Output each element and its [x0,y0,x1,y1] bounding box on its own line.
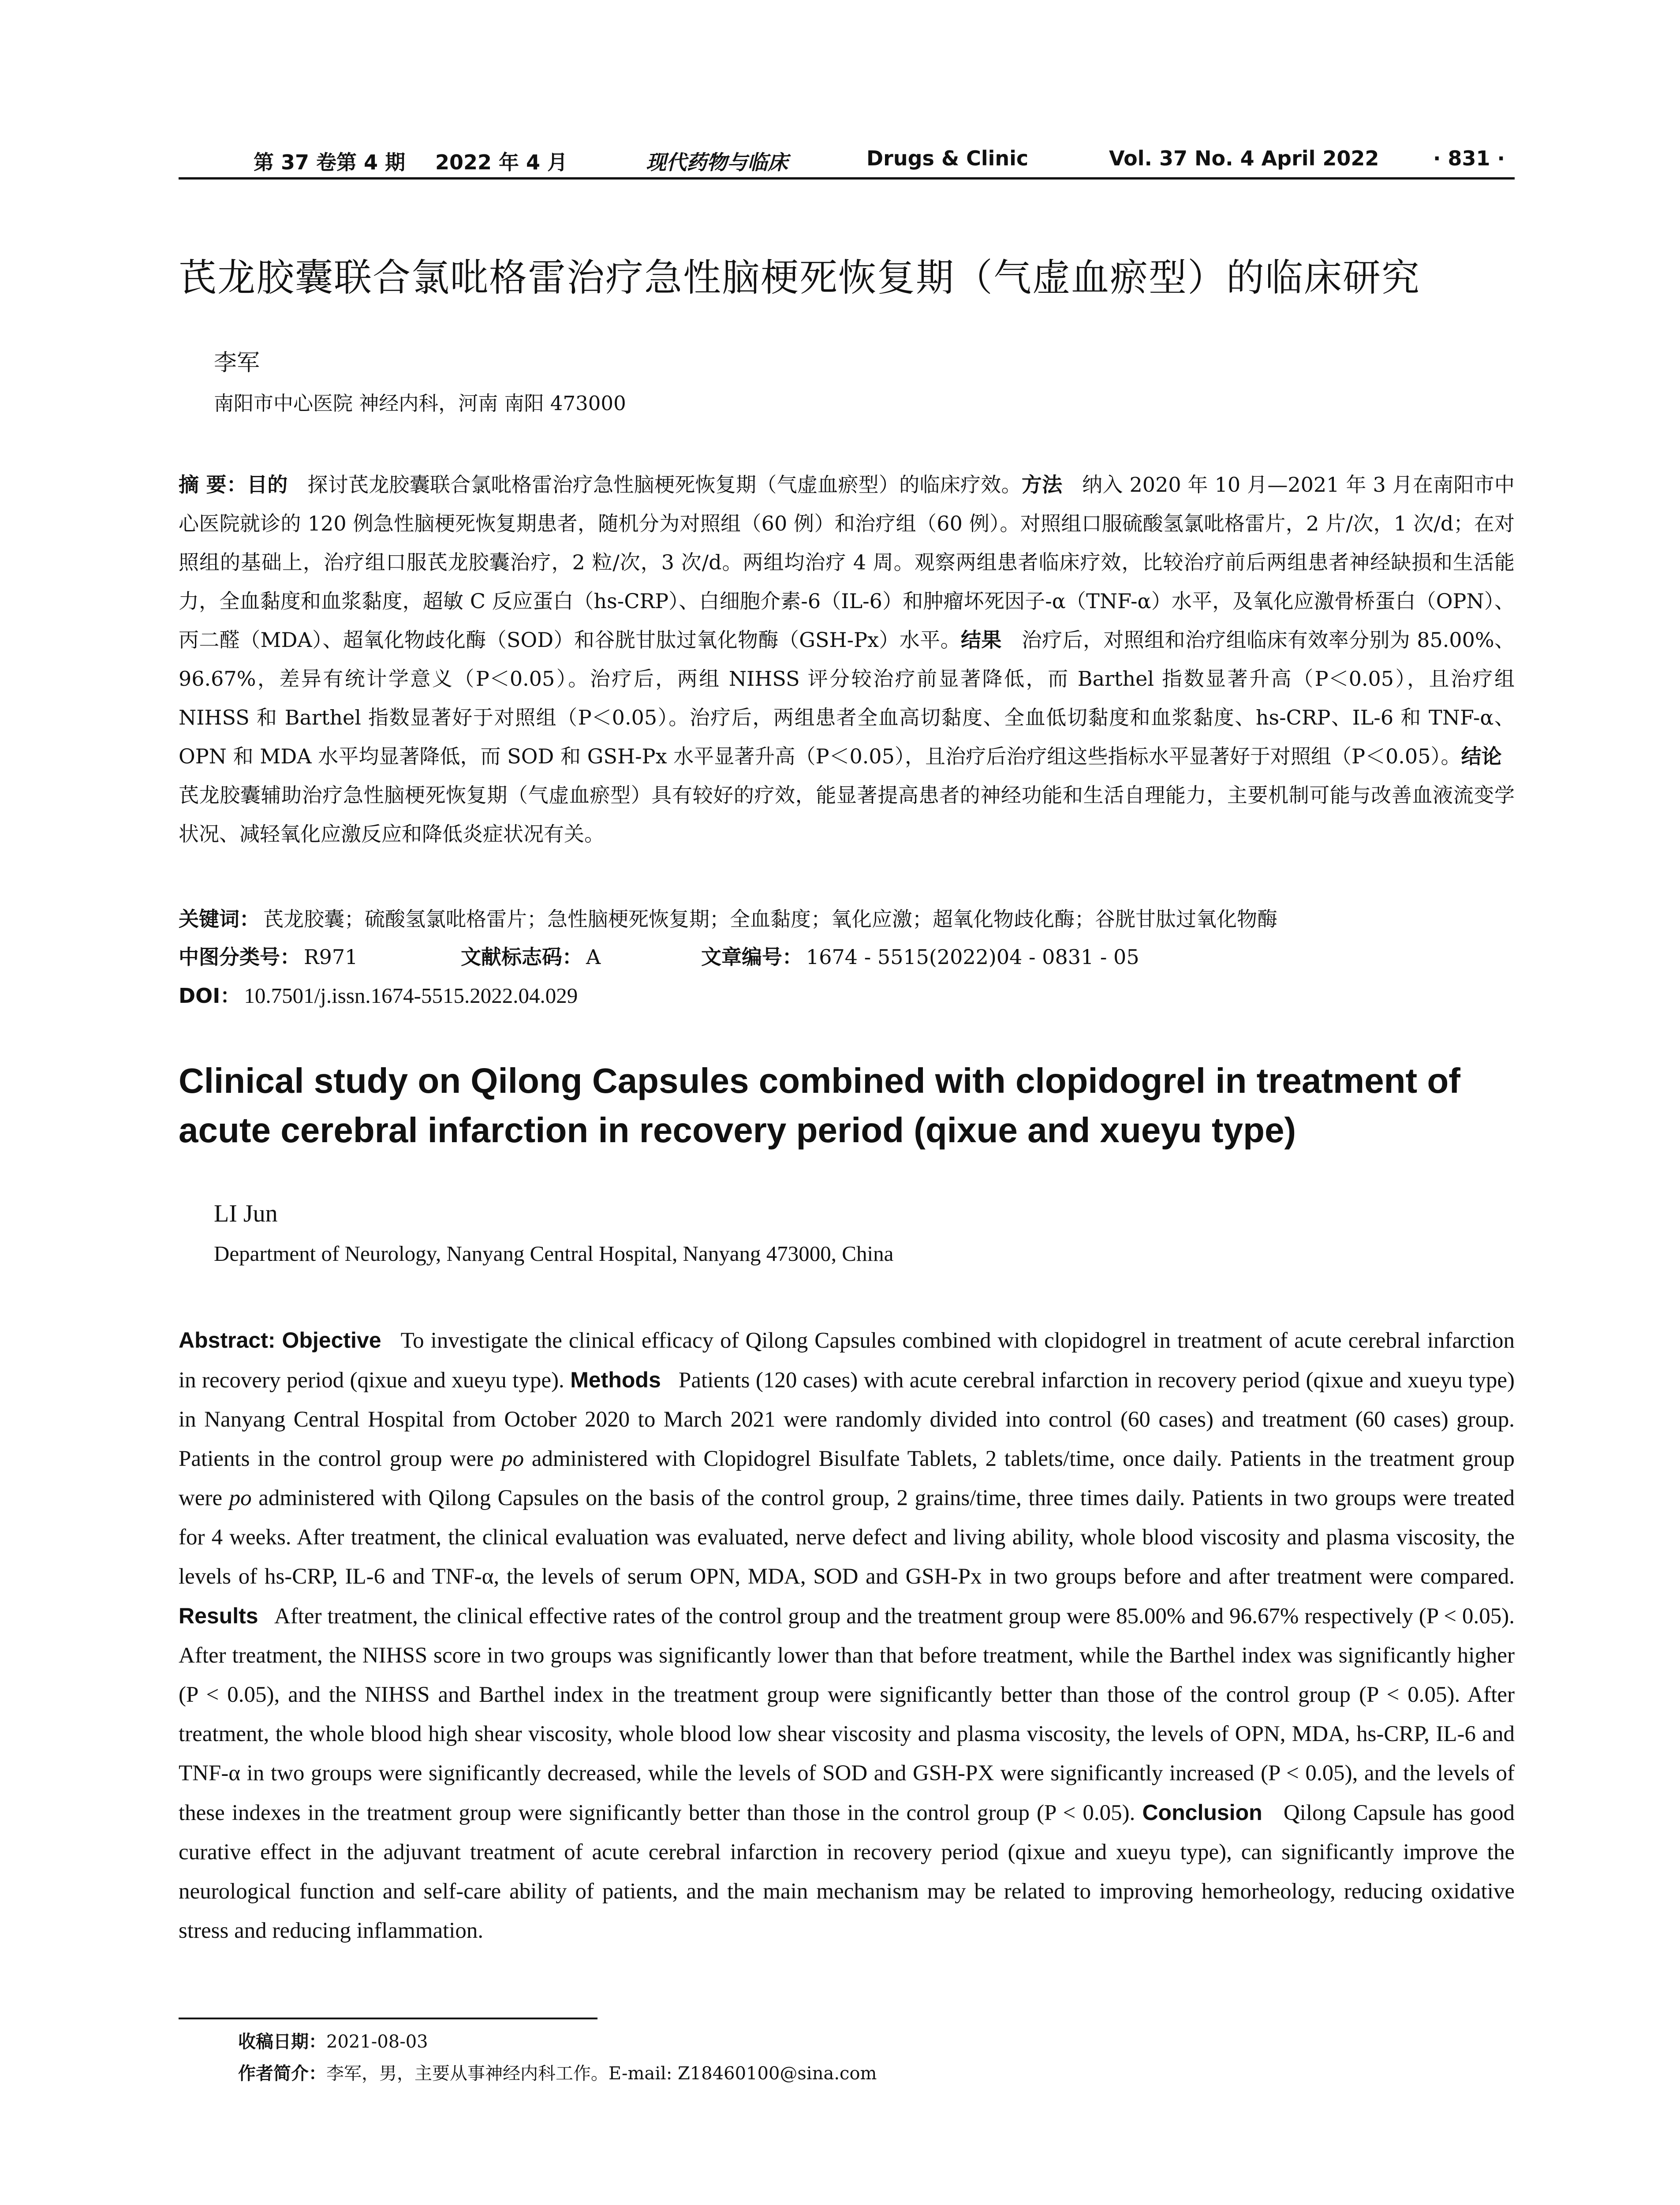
author-bio-label: 作者简介： [238,2063,326,2084]
article-number-label: 文章编号： [701,945,803,969]
received-date [238,2028,428,2053]
po-term-1: po [501,1446,524,1471]
running-header [179,142,1515,177]
methods-text-en-1: Patients (120 cases) with acute cerebral infarction in recovery period (qixue and xueyu type) in Nanyang Central Hospital from October 2020 to March 2021 were randomly divided into control (60 cases) and treatment (60 cases) group. Patients in the control group were [179,1368,1515,1471]
objective-text-en: To investigate the clinical efficacy of Qilong Capsules combined with clopidogrel in treatment of acute cerebral infarction in recovery period (qixue and xueyu type). [179,1328,1515,1393]
objective-text-cn: 探讨芪龙胶囊联合氯吡格雷治疗急性脑梗死恢复期（气虚血瘀型）的临床疗效。 [307,473,1022,497]
abstract-en [179,1321,1515,1951]
journal-name-cn: 现代药物与临床 [646,150,788,174]
affiliation-cn: 南阳市中心医院 神经内科，河南 南阳 473000 [214,392,626,415]
methods-label-cn: 方法 [1021,473,1063,497]
results-label-en: Results [179,1603,258,1628]
results-text-cn: 治疗后，对照组和治疗组临床有效率分别为 85.00%、96.67%，差异有统计学意义（P＜0.05）。治疗后，两组 NIHSS 评分较治疗前显著降低，而 Barthel 指数显著升高（P＜0.05），且治疗组 NIHSS 和 Barthel 指数显著好于对照组（P＜0.05）。治疗后，两组患者全血高切黏度、全血低切黏度和血浆黏度、hs-CRP、IL-6 和 TNF-α、OPN 和 MDA 水平均显著降低，而 SOD 和 GSH-Px 水平显著升高（P＜0.05），且治疗后治疗组这些指标水平显著好于对照组（P＜0.05）。 [179,628,1515,768]
conclusion-label-cn: 结论 [1461,744,1502,768]
clc-label: 中图分类号： [179,945,300,969]
objective-label-cn: 目的 [247,473,288,497]
keywords-label-cn: 关键词： [179,907,260,931]
received-label: 收稿日期： [238,2032,326,2052]
article-title-en-line1: Clinical study on Qilong Capsules combined with clopidogrel in treatment of [179,1061,1460,1100]
conclusion-text-cn: 芪龙胶囊辅助治疗急性脑梗死恢复期（气虚血瘀型）具有较好的疗效，能显著提高患者的神经功能和生活自理能力，主要机制可能与改善血液流变学状况、减轻氧化应激反应和降低炎症状况有关。 [179,783,1515,846]
results-text-en: After treatment, the clinical effective rates of the control group and the treatment group were 85.00% and 96.67% respectively (P < 0.05). After treatment, the NIHSS score in two groups was significantly lower than that before treatment, while the Barthel index was significantly higher (P < 0.05), and the NIHSS and Barthel index in the treatment group were significantly better than those of the control group (P < 0.05). After treatment, the whole blood high shear viscosity, whole blood low shear viscosity and plasma viscosity, the levels of OPN, MDA, hs-CRP, IL-6 and TNF-α in two groups were significantly decreased, while the levels of SOD and GSH-PX were significantly increased (P < 0.05), and the levels of these indexes in the treatment group were significantly better than those in the control group (P < 0.05). [179,1604,1515,1825]
conclusion-text-en: Qilong Capsule has good curative effect in the adjuvant treatment of acute cerebral infarction in recovery period (qixue and xueyu type), can significantly improve the neurological function and self-care ability of patients, and the main mechanism may be related to improving hemorheology, reducing oxidative stress and reducing inflammation. [179,1801,1515,1943]
abstract-cn [179,465,1515,853]
affiliation-en: Department of Neurology, Nanyang Central Hospital, Nanyang 473000, China [214,1241,894,1266]
classification-line [179,941,358,970]
keywords-text-cn: 芪龙胶囊；硫酸氢氯吡格雷片；急性脑梗死恢复期；全血黏度；氧化应激；超氧化物歧化酶；谷胱甘肽过氧化物酶 [263,907,1277,931]
abstract-label-cn: 摘 要： [179,473,247,497]
header-rule [179,177,1515,179]
po-term-2: po [229,1486,252,1510]
methods-text-cn: 纳入 2020 年 10 月—2021 年 3 月在南阳市中心医院就诊的 120 例急性脑梗死恢复期患者，随机分为对照组（60 例）和治疗组（60 例）。对照组口服硫酸氢氯吡格雷片，2 片/次，1 次/d；在对照组的基础上，治疗组口服芪龙胶囊治疗，2 粒/次，3 次/d。两组均治疗 4 周。观察两组患者临床疗效，比较治疗前后两组患者神经缺损和生活能力，全血黏度和血浆黏度，超敏 C 反应蛋白（hs-CRP）、白细胞介素-6（IL-6）和肿瘤坏死因子-α（TNF-α）水平，及氧化应激骨桥蛋白（OPN）、丙二醛（MDA）、超氧化物歧化酶（SOD）和谷胱甘肽过氧化物酶（GSH-Px）水平。 [179,473,1515,652]
methods-label-en: Methods [570,1368,661,1392]
page-number: · 831 · [1433,146,1505,170]
journal-name-en: Drugs & Clinic [866,146,1029,170]
footnote-rule [179,2018,597,2019]
article-title-en [179,1056,1519,1155]
issue-cn: 第 37 卷第 4 期 [254,150,406,174]
clc-value: R971 [304,945,358,969]
abstract-label-en: Abstract: [179,1328,276,1353]
objective-label-en: Objective [282,1328,381,1353]
received-value: 2021-08-03 [326,2032,428,2052]
conclusion-label-en: Conclusion [1142,1800,1262,1825]
doc-code-value: A [586,945,601,969]
author-bio [238,2059,877,2085]
article-number-line [701,941,1139,970]
author-en: LI Jun [214,1200,278,1227]
article-title-en-line2: acute cerebral infarction in recovery period (qixue and xueyu type) [179,1110,1296,1150]
date-cn: 2022 年 4 月 [435,150,568,174]
article-title-cn: 芪龙胶囊联合氯吡格雷治疗急性脑梗死恢复期（气虚血瘀型）的临床研究 [179,256,1420,300]
methods-text-en-2: administered with Clopidogrel Bisulfate Tablets, 2 tablets/time, once daily. Patients in the treatment group were [179,1446,1515,1510]
doi-value: 10.7501/j.issn.1674-5515.2022.04.029 [244,983,578,1008]
author-bio-value: 李军，男，主要从事神经内科工作。E-mail: Z18460100@sina.com [326,2063,877,2084]
results-label-cn: 结果 [960,628,1002,652]
keywords-cn [179,903,1277,932]
methods-text-en-3: administered with Qilong Capsules on the basis of the control group, 2 grains/time, three times daily. Patients in two groups were treated for 4 weeks. After treatment, the clinical evaluation was evaluated, nerve defect and living ability, whole blood viscosity and plasma viscosity, the levels of hs-CRP, IL-6 and TNF-α, the levels of serum OPN, MDA, SOD and GSH-Px in two groups before and after treatment were compared. [179,1486,1515,1589]
doi-label: DOI： [179,984,241,1008]
doc-code-line [461,941,601,970]
issue-en: Vol. 37 No. 4 April 2022 [1109,146,1379,170]
doi-line [179,980,578,1009]
doc-code-label: 文献标志码： [461,945,582,969]
author-cn: 李军 [214,350,260,376]
article-number-value: 1674 - 5515(2022)04 - 0831 - 05 [806,945,1139,969]
